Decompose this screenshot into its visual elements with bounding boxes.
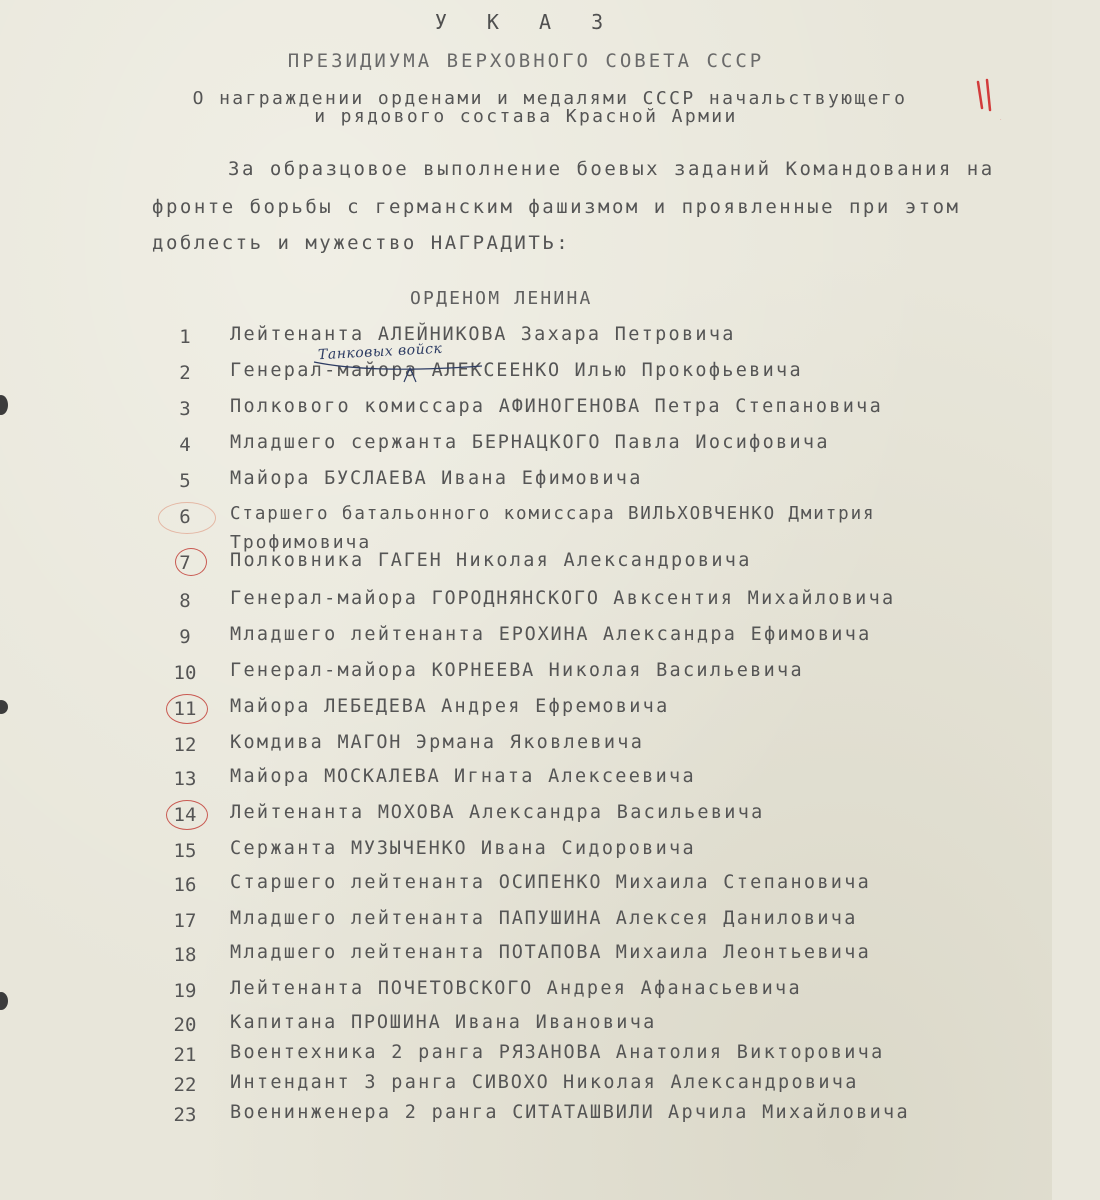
list-item <box>230 1012 657 1033</box>
rank: Интендант 3 ранга <box>230 1072 459 1093</box>
surname: КОРНЕЕВА <box>431 660 536 681</box>
list-item <box>230 872 871 893</box>
given-names: Алексея Даниловича <box>615 908 858 929</box>
given-names: Александра Ефимовича <box>602 624 872 645</box>
list-item-number: 13 <box>173 768 197 790</box>
list-item-number: 3 <box>179 398 191 420</box>
red-circle-mark <box>166 800 208 830</box>
rank: Лейтенанта <box>230 802 365 823</box>
given-names: Илью Прокофьевича <box>574 360 803 381</box>
given-names: Захара Петровича <box>520 324 736 345</box>
list-item <box>230 468 643 489</box>
surname: МОСКАЛЕВА <box>324 766 441 787</box>
rank: Старшего батальонного комиссара <box>230 504 616 524</box>
list-item-number: 21 <box>173 1044 197 1066</box>
list-item <box>230 696 670 717</box>
given-names: Игната Алексеевича <box>454 766 696 787</box>
surname: ПРОШИНА <box>350 1012 442 1033</box>
intro-line-1: За образцовое выполнение боевых заданий Командования на <box>228 158 995 180</box>
intro-line-2: фронте борьбы с германским фашизмом и проявленные при этом <box>152 196 961 218</box>
decree-subject-line-2: и рядового состава Красной Армии <box>314 106 738 127</box>
decree-issuer: ПРЕЗИДИУМА ВЕРХОВНОГО СОВЕТА СССР <box>287 50 765 72</box>
rank: Воентехника 2 ранга <box>230 1042 486 1063</box>
surname: МОХОВА <box>377 802 456 823</box>
handwritten-insert: Танковых войск <box>317 340 443 364</box>
surname: БУСЛАЕВА <box>324 468 428 489</box>
surname: ОСИПЕНКО <box>498 872 603 893</box>
list-item <box>230 504 875 524</box>
list-item <box>230 802 765 823</box>
list-item-number: 18 <box>173 944 197 966</box>
rank: Майора <box>230 468 311 489</box>
list-item-number: 17 <box>173 910 197 932</box>
rank: Сержанта <box>230 838 338 859</box>
given-names: Ивана Сидоровича <box>480 838 696 859</box>
rank: Младшего лейтенанта <box>230 942 486 963</box>
list-item <box>230 660 804 681</box>
given-names: Николая Васильевича <box>548 660 804 681</box>
given-names: Михаила Степановича <box>615 872 872 893</box>
list-item-number: 10 <box>173 662 197 684</box>
surname: ЕРОХИНА <box>498 624 590 645</box>
rank: Майора <box>230 766 311 787</box>
list-item-number: 12 <box>173 734 197 756</box>
rank: Полкового комиссара <box>230 396 486 417</box>
punch-hole <box>0 992 8 1010</box>
surname: АЛЕЙНИКОВА <box>377 324 508 345</box>
red-circle-mark <box>175 548 207 576</box>
given-names: Андрея Афанасьевича <box>546 978 802 999</box>
section-title: ОРДЕНОМ ЛЕНИНА <box>410 288 593 309</box>
surname: ГАГЕН <box>377 550 443 571</box>
list-item-number: 14 <box>173 804 197 826</box>
surname: БЕРНАЦКОГО <box>471 432 602 453</box>
list-item-number: 11 <box>173 698 197 720</box>
surname: РЯЗАНОВА <box>498 1042 603 1063</box>
list-item <box>230 732 644 753</box>
rank: Младшего лейтенанта <box>230 908 486 929</box>
rank: Генерал-майора <box>230 360 419 381</box>
given-names: Николая Александровича <box>456 550 752 571</box>
given-names: Авксентия Михайловича <box>613 588 896 609</box>
list-item <box>230 1042 885 1063</box>
rank: Старшего лейтенанта <box>230 872 486 893</box>
rank: Генерал-майора <box>230 660 419 681</box>
punch-hole <box>0 395 8 415</box>
red-circle-mark <box>166 694 208 724</box>
list-item <box>230 432 830 453</box>
list-item-continuation: Трофимовича <box>230 532 372 553</box>
list-item-number: 19 <box>173 980 197 1002</box>
list-item-number: 5 <box>179 470 191 492</box>
surname: АФИНОГЕНОВА <box>498 396 642 417</box>
rank: Младшего лейтенанта <box>230 624 486 645</box>
intro-line-3: доблесть и мужество НАГРАДИТЬ: <box>152 232 571 254</box>
list-item-number: 16 <box>173 874 197 896</box>
given-names: Дмитрия <box>788 504 876 524</box>
given-names: Анатолия Викторовича <box>615 1042 885 1063</box>
svg-text:11: 11 <box>1000 120 1002 121</box>
given-names: Ивана Ефимовича <box>441 468 643 489</box>
rank: Лейтенанта <box>230 978 365 999</box>
rank: Полковника <box>230 550 365 571</box>
given-names: Николая Александровича <box>563 1072 859 1093</box>
surname: ГОРОДНЯНСКОГО <box>431 588 600 609</box>
rank: Капитана <box>230 1012 338 1033</box>
rank: Генерал-майора <box>230 588 419 609</box>
given-names: Александра Васильевича <box>468 802 765 823</box>
list-item <box>230 908 858 929</box>
margin-checkmark-icon <box>972 70 1012 120</box>
rank: Военинженера 2 ранга <box>230 1102 499 1123</box>
given-names: Андрея Ефремовича <box>441 696 670 717</box>
list-item-number: 15 <box>173 840 197 862</box>
list-item-number: 7 <box>179 552 191 574</box>
surname: АЛЕКСЕЕНКО <box>431 360 561 381</box>
punch-hole <box>0 700 8 714</box>
list-item-number: 4 <box>179 434 191 456</box>
insert-caret-icon <box>312 360 492 384</box>
given-names: Павла Иосифовича <box>614 432 830 453</box>
list-item-number: 1 <box>179 326 191 348</box>
given-names: Михаила Леонтьевича <box>615 942 872 963</box>
rank: Майора <box>230 696 311 717</box>
list-item <box>230 942 871 963</box>
list-item-number: 22 <box>173 1074 197 1096</box>
list-item <box>230 324 736 345</box>
list-item <box>230 838 696 859</box>
list-item-number: 6 <box>179 506 191 528</box>
decree-subject-line-1: О награждении орденами и медалями СССР начальствующего <box>192 88 908 109</box>
list-item <box>230 978 802 999</box>
rank: Комдива <box>230 732 325 753</box>
surname: СИВОХО <box>471 1072 550 1093</box>
rank: Лейтенанта <box>230 324 365 345</box>
list-item <box>230 550 752 571</box>
list-item-number: 23 <box>173 1104 197 1126</box>
list-item-number: 2 <box>179 362 191 384</box>
list-item <box>230 588 895 609</box>
list-item-number: 20 <box>173 1014 197 1036</box>
decree-title: У К А З <box>434 10 618 34</box>
list-item <box>230 624 872 645</box>
surname: МУЗЫЧЕНКО <box>350 838 468 859</box>
rank: Младшего сержанта <box>230 432 459 453</box>
surname: ПАПУШИНА <box>498 908 603 929</box>
surname: ЛЕБЕДЕВА <box>324 696 428 717</box>
list-item-number: 8 <box>179 590 191 612</box>
given-names: Эрмана Яковлевича <box>415 732 645 753</box>
list-item <box>230 766 696 787</box>
surname: ПОЧЕТОВСКОГО <box>377 978 534 999</box>
surname: ПОТАПОВА <box>498 942 603 963</box>
red-circle-mark <box>158 502 216 534</box>
list-item <box>230 1102 910 1123</box>
given-names: Петра Степановича <box>654 396 884 417</box>
surname: ВИЛЬХОВЧЕНКО <box>627 504 776 524</box>
list-item <box>230 1072 859 1093</box>
surname: МАГОН <box>337 732 403 753</box>
list-item <box>230 396 883 417</box>
given-names: Арчила Михайловича <box>668 1102 910 1123</box>
list-item-number: 9 <box>179 626 191 648</box>
surname: СИТАТАШВИЛИ <box>512 1102 655 1123</box>
given-names: Ивана Ивановича <box>455 1012 657 1033</box>
